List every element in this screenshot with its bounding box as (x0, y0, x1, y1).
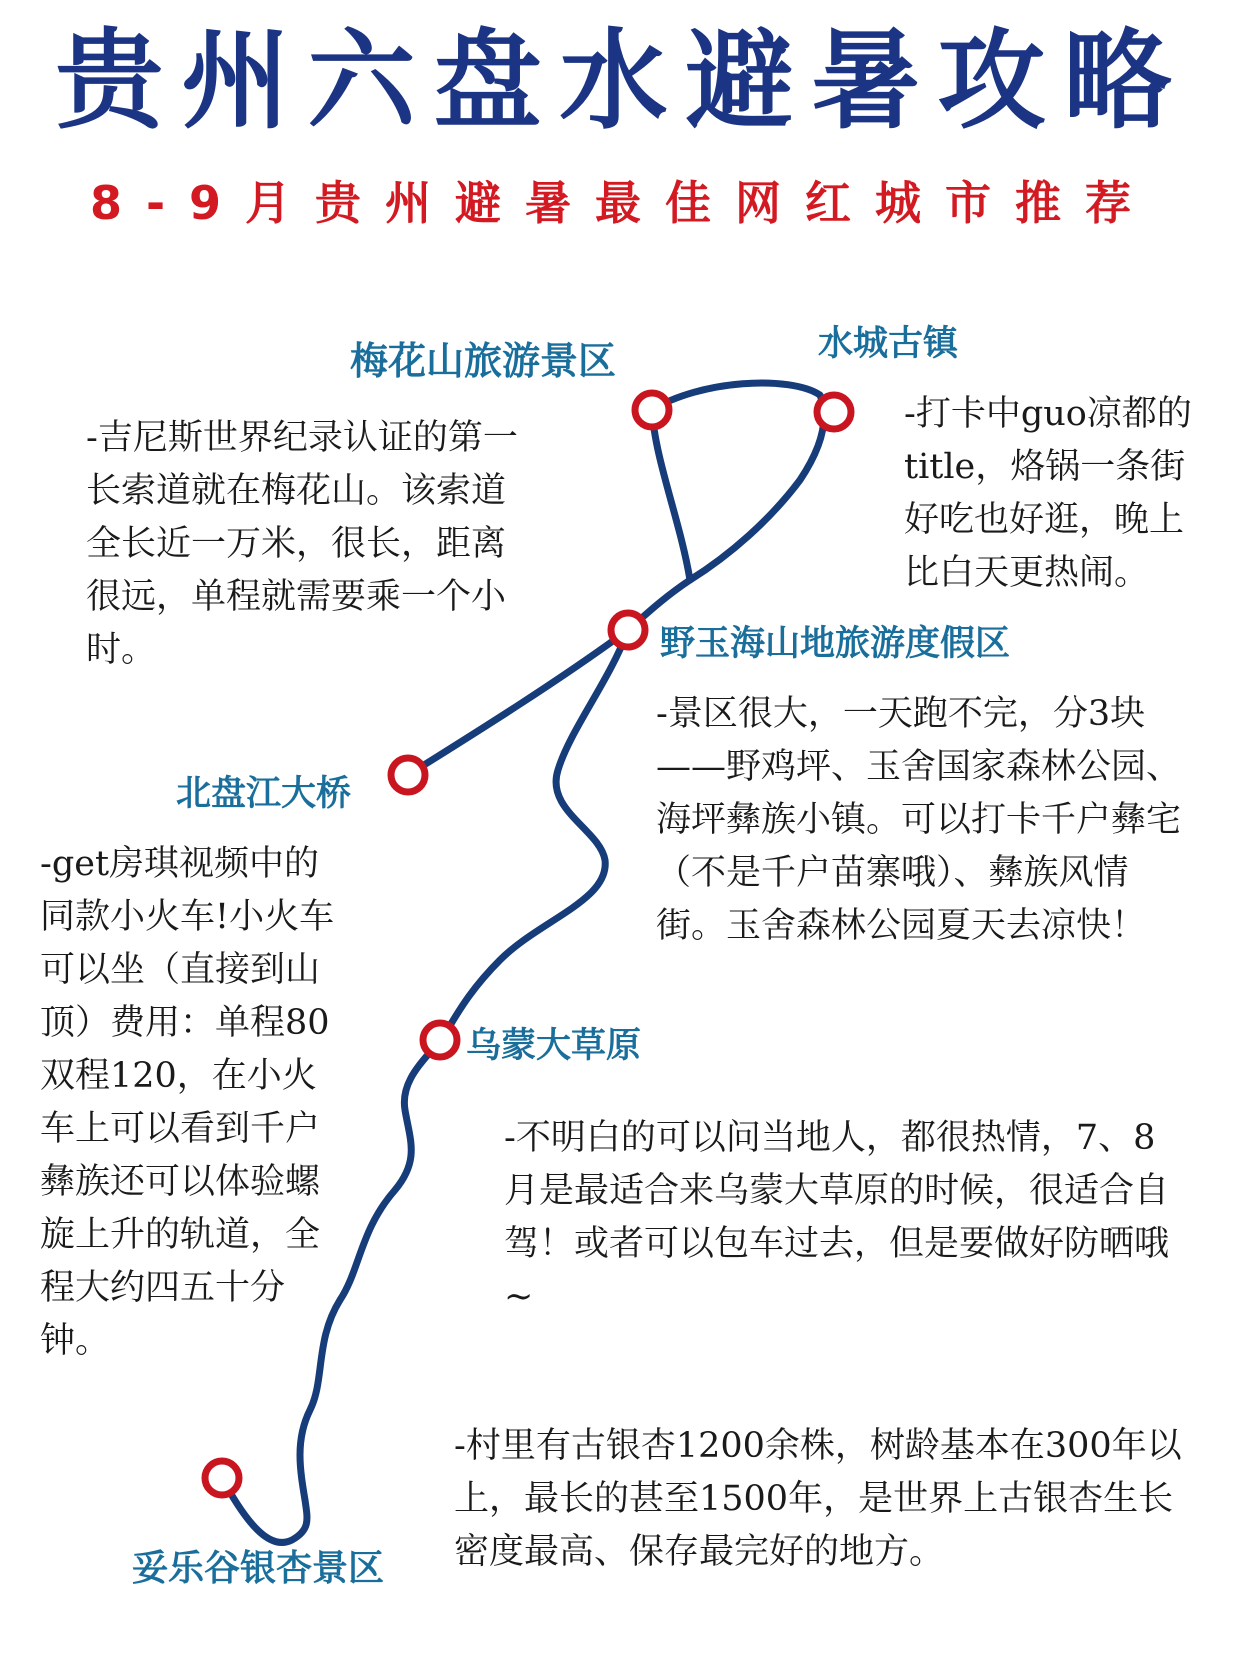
station-marker-wumeng (423, 1023, 457, 1057)
description-yeyuhai: -景区很大，一天跑不完，分3块——野鸡坪、玉舍国家森林公园、海坪彝族小镇。可以打卡千户彝宅（不是千户苗寨哦）、彝族风情街。玉舍森林公园夏天去凉快！ (656, 694, 1182, 946)
station-label-tuolegu: 妥乐谷银杏景区 (132, 1547, 385, 1589)
station-marker-beipanjiang (391, 758, 425, 792)
station-label-meihuashan: 梅花山旅游景区 (350, 338, 617, 383)
description-beipanjiang: -get房琪视频中的同款小火车!小火车可以坐（直接到山顶）费用：单程80 双程120，在小火车上可以看到千户彝族还可以体验螺旋上升的轨道，全程大约四五十分钟。 (40, 844, 335, 1361)
route-line-loop (652, 383, 824, 580)
station-marker-yeyuhai (611, 613, 645, 647)
page-subtitle: 8-9月贵州避暑最佳网红城市推荐 (89, 176, 1156, 230)
station-label-yeyuhai: 野玉海山地旅游度假区 (660, 623, 1011, 664)
station-marker-tuolegu (205, 1461, 239, 1495)
description-tuolegu: -村里有古银杏1200余株，树龄基本在300年以上，最长的甚至1500年，是世界上古银杏生长密度最高、保存最完好的地方。 (454, 1426, 1182, 1572)
description-meihuashan: -吉尼斯世界纪录认证的第一长索道就在梅花山。该索道全长近一万米，很长，距离很远，单程就需要乘一个小时。 (86, 418, 518, 670)
station-label-wumeng: 乌蒙大草原 (466, 1025, 642, 1066)
station-label-beipanjiang: 北盘江大桥 (176, 773, 352, 814)
station-marker-meihuashan (635, 393, 669, 427)
station-marker-shuicheng (817, 395, 851, 429)
description-wumeng: -不明白的可以问当地人，都很热情，7、8月是最适合来乌蒙大草原的时候，很适合自驾！或者可以包车过去，但是要做好防晒哦~ (504, 1118, 1170, 1317)
description-shuicheng: -打卡中guo凉都的title，烙锅一条街好吃也好逛，晚上比白天更热闹。 (904, 394, 1192, 593)
page-title: 贵州六盘水避暑攻略 (55, 19, 1190, 144)
station-label-shuicheng: 水城古镇 (818, 323, 959, 364)
